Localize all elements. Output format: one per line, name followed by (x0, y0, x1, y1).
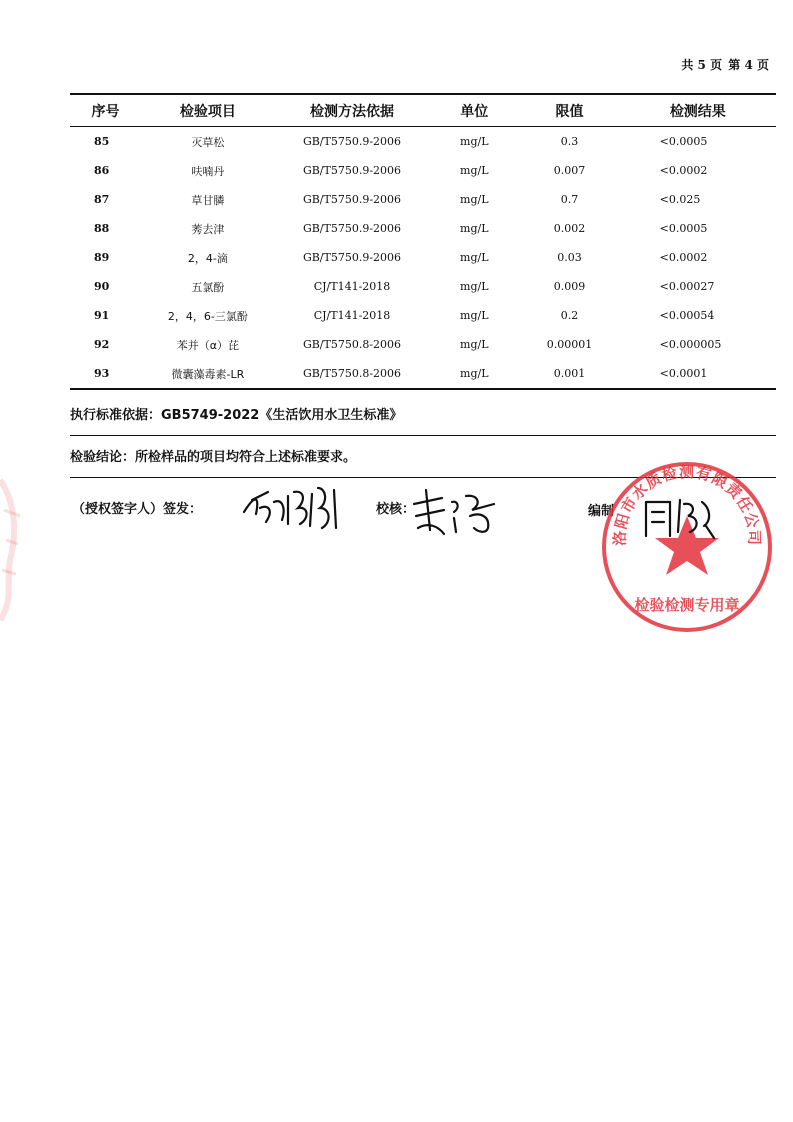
col-header-result: 检测结果 (620, 94, 776, 127)
editor-signature (640, 492, 720, 544)
cell-result: <0.0005 (659, 222, 708, 235)
table-row (70, 272, 776, 301)
cell-item: 2，4-滴 (187, 251, 228, 265)
current-page: 第 4 页 (728, 58, 769, 72)
cell-result: <0.025 (659, 193, 701, 206)
cell-result: <0.0005 (659, 135, 708, 148)
reviewer-label: 校核： (376, 502, 416, 517)
cell-no: 92 (94, 338, 110, 351)
cell-method: CJ/T141-2018 (313, 309, 391, 322)
cell-method: CJ/T141-2018 (313, 280, 391, 293)
cell-unit: mg/L (460, 280, 489, 293)
cell-result: <0.00054 (659, 309, 715, 322)
col-header-method: 检测方法依据 (275, 94, 429, 127)
cell-unit: mg/L (460, 251, 489, 264)
cell-item: 五氯酚 (191, 280, 225, 294)
cell-no: 85 (94, 135, 110, 148)
cell-unit: mg/L (460, 222, 489, 235)
cell-result: <0.0002 (659, 251, 708, 264)
cell-limit: 0.00001 (546, 338, 593, 351)
cell-limit: 0.3 (560, 135, 579, 148)
table-header-row (70, 94, 776, 127)
reviewer-signature (408, 482, 504, 538)
cell-item: 灭草松 (191, 135, 225, 149)
cell-limit: 0.001 (553, 367, 586, 380)
cell-no: 86 (94, 164, 110, 177)
cell-unit: mg/L (460, 309, 489, 322)
seal-outer-text: 洛阳市水质检测有限责任公司 (610, 462, 764, 547)
col-header-unit: 单位 (429, 94, 519, 127)
cell-item: 呋喃丹 (191, 164, 225, 178)
cell-no: 90 (94, 280, 110, 293)
cell-no: 91 (94, 309, 110, 322)
cell-limit: 0.002 (553, 222, 586, 235)
cell-method: GB/T5750.9-2006 (302, 222, 402, 235)
table-row (70, 185, 776, 214)
cell-result: <0.0001 (659, 367, 708, 380)
cell-item: 草甘膦 (191, 193, 225, 207)
cell-no: 88 (94, 222, 110, 235)
table-row (70, 127, 776, 157)
table-row (70, 330, 776, 359)
table-row (70, 301, 776, 330)
col-header-limit: 限值 (519, 94, 619, 127)
cell-method: GB/T5750.9-2006 (302, 135, 402, 148)
col-header-no: 序号 (70, 94, 141, 127)
cell-limit: 0.2 (560, 309, 579, 322)
cell-method: GB/T5750.9-2006 (302, 193, 402, 206)
cell-limit: 0.03 (557, 251, 582, 264)
cell-result: <0.0002 (659, 164, 708, 177)
cell-no: 93 (94, 367, 110, 380)
table-row (70, 243, 776, 272)
table-row (70, 156, 776, 185)
cell-item: 苯并（α）芘 (176, 338, 240, 352)
results-table (70, 93, 776, 390)
editor-label: 编制 (588, 504, 615, 519)
cell-limit: 0.007 (553, 164, 586, 177)
table-row (70, 214, 776, 243)
cell-method: GB/T5750.8-2006 (302, 338, 402, 351)
cell-unit: mg/L (460, 164, 489, 177)
cell-no: 87 (94, 193, 110, 206)
cell-unit: mg/L (460, 193, 489, 206)
total-pages: 共 5 页 (681, 58, 723, 72)
col-header-item: 检验项目 (141, 94, 275, 127)
cell-method: GB/T5750.9-2006 (302, 251, 402, 264)
cell-item: 2，4，6-三氯酚 (167, 309, 248, 323)
test-conclusion: 检验结论：所检样品的项目均符合上述标准要求。 (70, 446, 776, 478)
cell-no: 89 (94, 251, 110, 264)
cell-method: GB/T5750.8-2006 (302, 367, 402, 380)
cell-item: 莠去津 (191, 222, 225, 236)
cell-limit: 0.7 (560, 193, 579, 206)
authorized-signature (238, 478, 348, 534)
standard-basis: 执行标准依据：GB5749-2022《生活饮用水卫生标准》 (70, 404, 776, 436)
cell-limit: 0.009 (553, 280, 586, 293)
cell-unit: mg/L (460, 338, 489, 351)
cell-method: GB/T5750.9-2006 (302, 164, 402, 177)
page-indicator (679, 56, 769, 73)
seal-bottom-text: 检验检测专用章 (634, 596, 740, 614)
official-seal (598, 458, 776, 636)
cell-unit: mg/L (460, 135, 489, 148)
cell-unit: mg/L (460, 367, 489, 380)
cell-result: <0.00027 (659, 280, 715, 293)
cell-item: 微囊藻毒素-LR (171, 367, 245, 381)
table-row (70, 359, 776, 389)
authorized-signer-label: （授权签字人）签发： (72, 502, 203, 517)
cell-result: <0.000005 (659, 338, 722, 351)
seal-bleed-mark (0, 470, 40, 630)
